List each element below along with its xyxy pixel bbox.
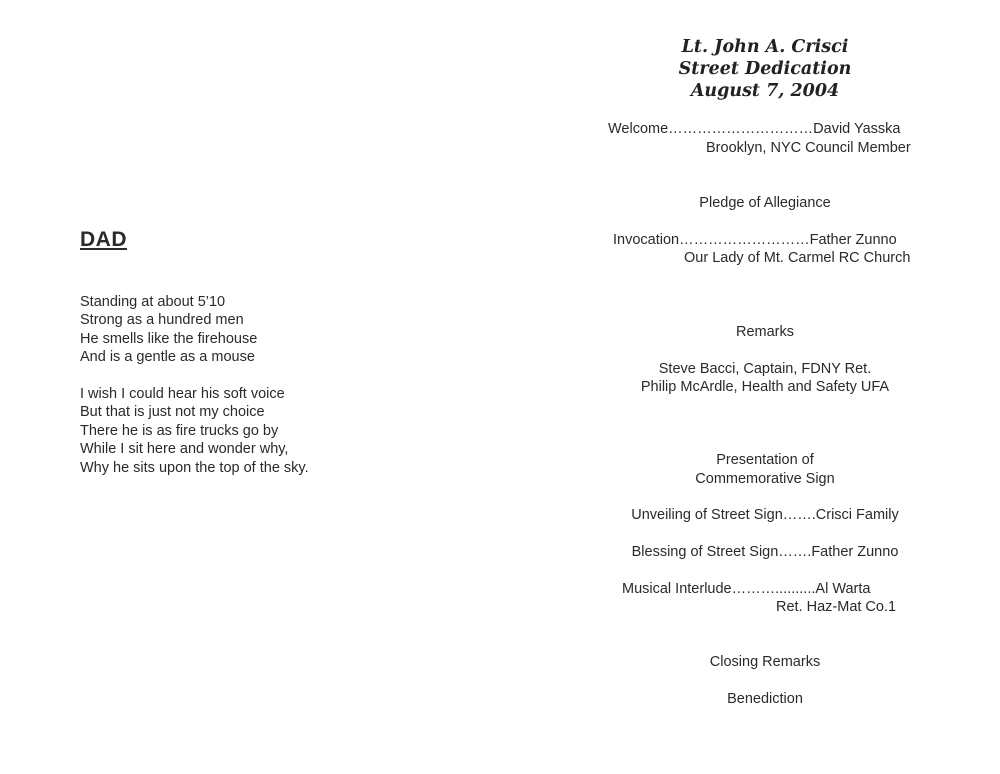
program-title-name: Lt. John A. Crisci [681, 37, 849, 57]
invocation-affiliation: Our Lady of Mt. Carmel RC Church [684, 250, 911, 266]
benediction-item: Benediction [727, 691, 803, 707]
welcome-item: Welcome…………………………David Yasska [608, 121, 901, 137]
poem-line: But that is just not my choice [80, 404, 265, 421]
poem-line: Strong as a hundred men [80, 312, 244, 329]
presentation-item: Presentation of [716, 452, 814, 468]
poem-stanza-2 [80, 385, 309, 477]
poem-line: While I sit here and wonder why, [80, 441, 289, 458]
poem-line: And is a gentle as a mouse [80, 349, 255, 366]
pledge-item: Pledge of Allegiance [699, 195, 831, 211]
program-title-event: Street Dedication [678, 59, 852, 79]
poem-line: There he is as fire trucks go by [80, 422, 279, 439]
poem-line: He smells like the firehouse [80, 330, 258, 347]
blessing-item: Blessing of Street Sign…….Father Zunno [631, 544, 899, 560]
closing-remarks-item: Closing Remarks [709, 654, 821, 670]
poem-line: Standing at about 5’10 [80, 294, 226, 310]
welcome-speaker-title: Brooklyn, NYC Council Member [706, 140, 911, 156]
remarks-speaker-1: Steve Bacci, Captain, FDNY Ret. [658, 361, 872, 377]
poem-line: I wish I could hear his soft voice [80, 386, 285, 402]
presentation-item-cont: Commemorative Sign [695, 471, 835, 487]
poem-title: DAD [80, 228, 127, 251]
musical-performer-title: Ret. Haz-Mat Co.1 [776, 599, 897, 615]
musical-interlude-item: Musical Interlude………..........Al Warta [622, 581, 871, 597]
program-header [560, 36, 970, 102]
invocation-item: Invocation………………………Father Zunno [613, 232, 897, 248]
remarks-speaker-2: Philip McArdle, Health and Safety UFA [640, 379, 890, 395]
poem-line: Why he sits upon the top of the sky. [80, 459, 309, 476]
unveiling-item: Unveiling of Street Sign…….Crisci Family [631, 507, 899, 523]
poem-stanza-1 [80, 293, 257, 367]
program-title-date: August 7, 2004 [690, 81, 840, 101]
remarks-item: Remarks [735, 324, 794, 340]
